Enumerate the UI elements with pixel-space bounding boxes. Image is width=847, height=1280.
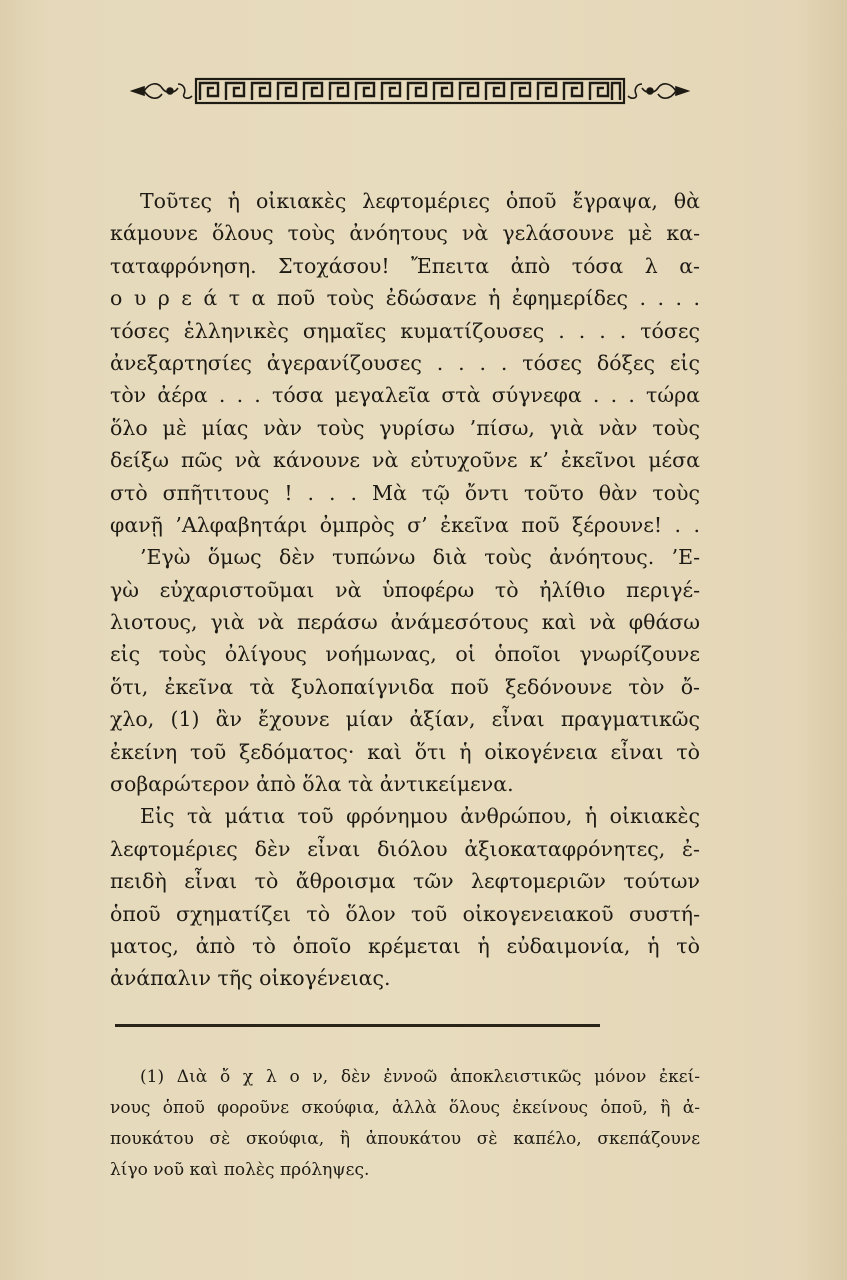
footnote-line: νους ὁποῦ φοροῦνε σκούφια, ἀλλὰ ὅλους ἐκείνους ὁποῦ, ἢ ἀ- bbox=[110, 1098, 700, 1118]
text-line: γὼ εὐχαριστοῦμαι νὰ ὑποφέρω τὸ ἠλίθιο περιγέ- bbox=[110, 577, 700, 602]
text-line: ἐκείνη τοῦ ξεδόματος· καὶ ὅτι ἡ οἰκογένεια εἶναι τὸ bbox=[110, 739, 700, 764]
text-line: ταταφρόνηση. Στοχάσου! Ἔπειτα ἀπὸ τόσα λ α- bbox=[110, 253, 700, 278]
text-line: λιοτους, γιὰ νὰ περάσω ἀνάμεσότους καὶ νὰ φθάσω bbox=[110, 610, 700, 635]
text-line: ο υ ρ ε ά τ α ποῦ τοὺς ἐδώσανε ἡ ἐφημερίδες . . . . bbox=[110, 286, 700, 311]
text-line: ὅλο μὲ μίας νὰν τοὺς γυρίσω ’πίσω, γιὰ νὰν τοὺς bbox=[110, 415, 700, 440]
footnote bbox=[110, 1062, 700, 1186]
main-text bbox=[110, 185, 700, 995]
text-line: τὸν ἀέρα . . . τόσα μεγαλεῖα στὰ σύγνεφα . . . τώρα bbox=[110, 383, 700, 408]
text-line: πειδὴ εἶναι τὸ ἄθροισμα τῶν λεφτομεριῶν τούτων bbox=[110, 869, 700, 894]
footnote-line: (1) Διὰ ὄ χ λ ο ν, δὲν ἐννοῶ ἀποκλειστικῶς μόνον ἐκεί- bbox=[140, 1067, 700, 1087]
text-line: Εἰς τὰ μάτια τοῦ φρόνημου ἀνθρώπου, ἡ οἰκιακὲς bbox=[140, 804, 700, 829]
text-line: φανῇ ’Αλφαβητάρι ὀμπρὸς σ’ ἐκεῖνα ποῦ ξέρουνε! . . bbox=[110, 512, 700, 537]
text-line: ματος, ἀπὸ τὸ ὁποῖο κρέμεται ἡ εὐδαιμονία, ἡ τὸ bbox=[110, 933, 700, 958]
text-line: ’Εγὼ ὅμως δὲν τυπώνω διὰ τοὺς ἀνόητους. ’Ε- bbox=[140, 545, 700, 570]
text-line: λεφτομέριες δὲν εἶναι διόλου ἀξιοκαταφρόνητες, ἐ- bbox=[110, 836, 700, 861]
text-line: ἀνάπαλιν τῆς οἰκογένειας. bbox=[110, 966, 391, 991]
footnote-separator bbox=[115, 1024, 600, 1027]
text-line: Τοῦτες ἡ οἰκιακὲς λεφτομέριες ὁποῦ ἔγραψα, θὰ bbox=[140, 189, 700, 213]
text-line: τόσες ἑλληνικὲς σημαῖες κυματίζουσες . . . . τόσες bbox=[110, 318, 700, 343]
text-line: κάμουνε ὅλους τοὺς ἀνόητους νὰ γελάσουνε μὲ κα- bbox=[110, 221, 700, 246]
text-line: στὸ σπῆτιτους ! . . . Μὰ τῷ ὄντι τοῦτο θὰν τοὺς bbox=[110, 480, 700, 505]
greek-key-border-ornament-icon bbox=[130, 76, 690, 106]
text-line: χλο, (1) ἂν ἔχουνε μίαν ἀξίαν, εἶναι πραγματικῶς bbox=[110, 707, 700, 732]
footnote-line: λίγο νοῦ καὶ πολὲς πρόληψες. bbox=[110, 1160, 370, 1180]
text-line: ὁποῦ σχηματίζει τὸ ὅλον τοῦ οἰκογενειακοῦ συστή- bbox=[110, 901, 700, 926]
footnote-line: πουκάτου σὲ σκούφια, ἢ ἀπουκάτου σὲ καπέλο, σκεπάζουνε bbox=[110, 1129, 700, 1149]
text-line: ἀνεξαρτησίες ἀγερανίζουσες . . . . τόσες δόξες εἰς bbox=[110, 350, 700, 375]
text-line: σοβαρώτερον ἀπὸ ὅλα τὰ ἀντικείμενα. bbox=[110, 772, 514, 797]
text-line: δείξω πῶς νὰ κάνουνε νὰ εὐτυχοῦνε κ’ ἐκεῖνοι μέσα bbox=[110, 448, 700, 473]
text-line: ὅτι, ἐκεῖνα τὰ ξυλοπαίγνιδα ποῦ ξεδόνουνε τὸν ὄ- bbox=[110, 674, 700, 699]
text-line: εἰς τοὺς ὀλίγους νοήμωνας, οἱ ὁποῖοι γνωρίζουνε bbox=[110, 642, 700, 667]
